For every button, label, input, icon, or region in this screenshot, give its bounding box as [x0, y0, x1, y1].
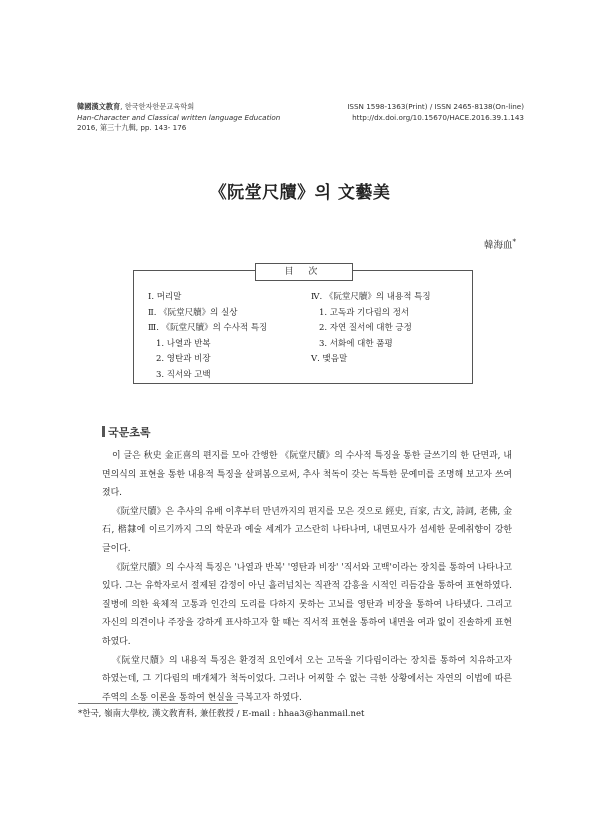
toc-heading: 目 次 — [255, 263, 353, 281]
toc-item[interactable]: 3. 서화에 대한 품평 — [319, 338, 393, 349]
toc-item[interactable]: Ⅴ. 맺음말 — [311, 354, 348, 364]
author — [484, 237, 516, 251]
journal-line: 韓國漢文教育, 한국한자한문교육학회 — [77, 102, 195, 111]
abstract-heading — [102, 424, 151, 440]
doi-link[interactable]: http://dx.doi.org/10.15670/HACE.2016.39.1.143 — [352, 112, 524, 122]
toc-item[interactable]: 3. 직서와 고백 — [156, 369, 211, 380]
toc-left-column — [148, 290, 267, 383]
paper-title: 《阮堂尺牘》의 文藝美 — [209, 183, 391, 203]
journal-name: 韓國漢文教育 — [77, 102, 121, 111]
author-footnote-mark[interactable]: * — [512, 237, 516, 246]
toc-item[interactable]: Ⅳ. 《阮堂尺牘》의 내용적 특징 — [311, 292, 431, 302]
heading-bar-icon — [102, 426, 105, 437]
abstract-paragraph: 《阮堂尺牘》의 내용적 특징은 환경적 요인에서 오는 고독을 기다림이라는 장치를 통하여 치유하고자 하였는데, 그 기다림의 매개체가 척독이었다. 그러나 어찌할 수 없는 극한 상황에서는 자연의 이법에 따른 주역의 소통 이론을 통하여 현실을 극복고자 하였다. — [102, 655, 512, 703]
table-of-contents — [133, 267, 473, 384]
author-footnote: *한국, 嶺南大學校, 漢文敎育科, 兼任敎授 / E-mail : hhaa3@hanmail.net — [78, 709, 365, 719]
abstract-body — [102, 447, 512, 707]
footnote-divider — [78, 703, 238, 704]
abstract-paragraph: 《阮堂尺牘》의 수사적 특징은 '나열과 반복' '영탄과 비장' '직서와 고백'이라는 장치를 통하여 나타나고 있다. 그는 유학자로서 절제된 감정이 아닌 흘러넘치는 직관적 감흥을 시적인 리듬감을 통하여 표현하였다. 질병에 의한 육체적 고통과 인간의 도리를 다하지 못하는 고뇌를 영탄과 비장을 통하여 나타냈다. 그리고 자신의 의견이나 주장을 강하게 표사하고자 할 때는 직서적 표현을 통하여 내면을 여과 없이 진솔하게 표현하였다. — [102, 562, 512, 647]
abstract-heading-text: 국문초록 — [108, 426, 151, 439]
issn: ISSN 1598-1363(Print) / ISSN 2465-8138(On-line) — [347, 102, 524, 111]
society-name: 한국한자한문교육학회 — [124, 102, 195, 111]
journal-volume: 2016, 第三十九輯, pp. 143- 176 — [77, 123, 187, 132]
author-name: 韓海血 — [483, 240, 513, 251]
toc-item[interactable]: 1. 나열과 반복 — [156, 338, 211, 349]
toc-item[interactable]: Ⅱ. 《阮堂尺牘》의 실상 — [148, 307, 238, 318]
toc-item[interactable]: 1. 고독과 기다림의 정서 — [319, 307, 410, 318]
journal-english-name: Han-Character and Classical written language Education — [77, 112, 281, 122]
toc-item[interactable]: 2. 영탄과 비장 — [156, 354, 211, 364]
identifier-header — [347, 102, 524, 123]
toc-item[interactable]: 2. 자연 질서에 대한 긍정 — [319, 323, 412, 333]
abstract-paragraph: 《阮堂尺牘》은 추사의 유배 이후부터 만년까지의 편지를 모은 것으로 經史, 百家, 古文, 詩詞, 老佛, 金石, 楷隸에 이르기까지 그의 학문과 예술 세계가 고스란히 나타나며, 내면묘사가 섬세한 문예취향이 강한 글이다. — [102, 506, 512, 554]
abstract-paragraph: 이 글은 秋史 金正喜의 편지를 모아 간행한 《阮堂尺牘》의 수사적 특징을 통한 글쓰기의 한 단면과, 내면의식의 표현을 통한 내용적 특징을 살펴봄으로써, 추사 척독이 갖는 독특한 문예미를 조명해 보고자 쓰여졌다. — [102, 451, 512, 499]
toc-item[interactable]: Ⅲ. 《阮堂尺牘》의 수사적 특징 — [148, 323, 268, 333]
toc-right-column — [311, 290, 431, 368]
journal-header — [77, 102, 280, 134]
toc-item[interactable]: Ⅰ. 머리말 — [148, 292, 182, 302]
